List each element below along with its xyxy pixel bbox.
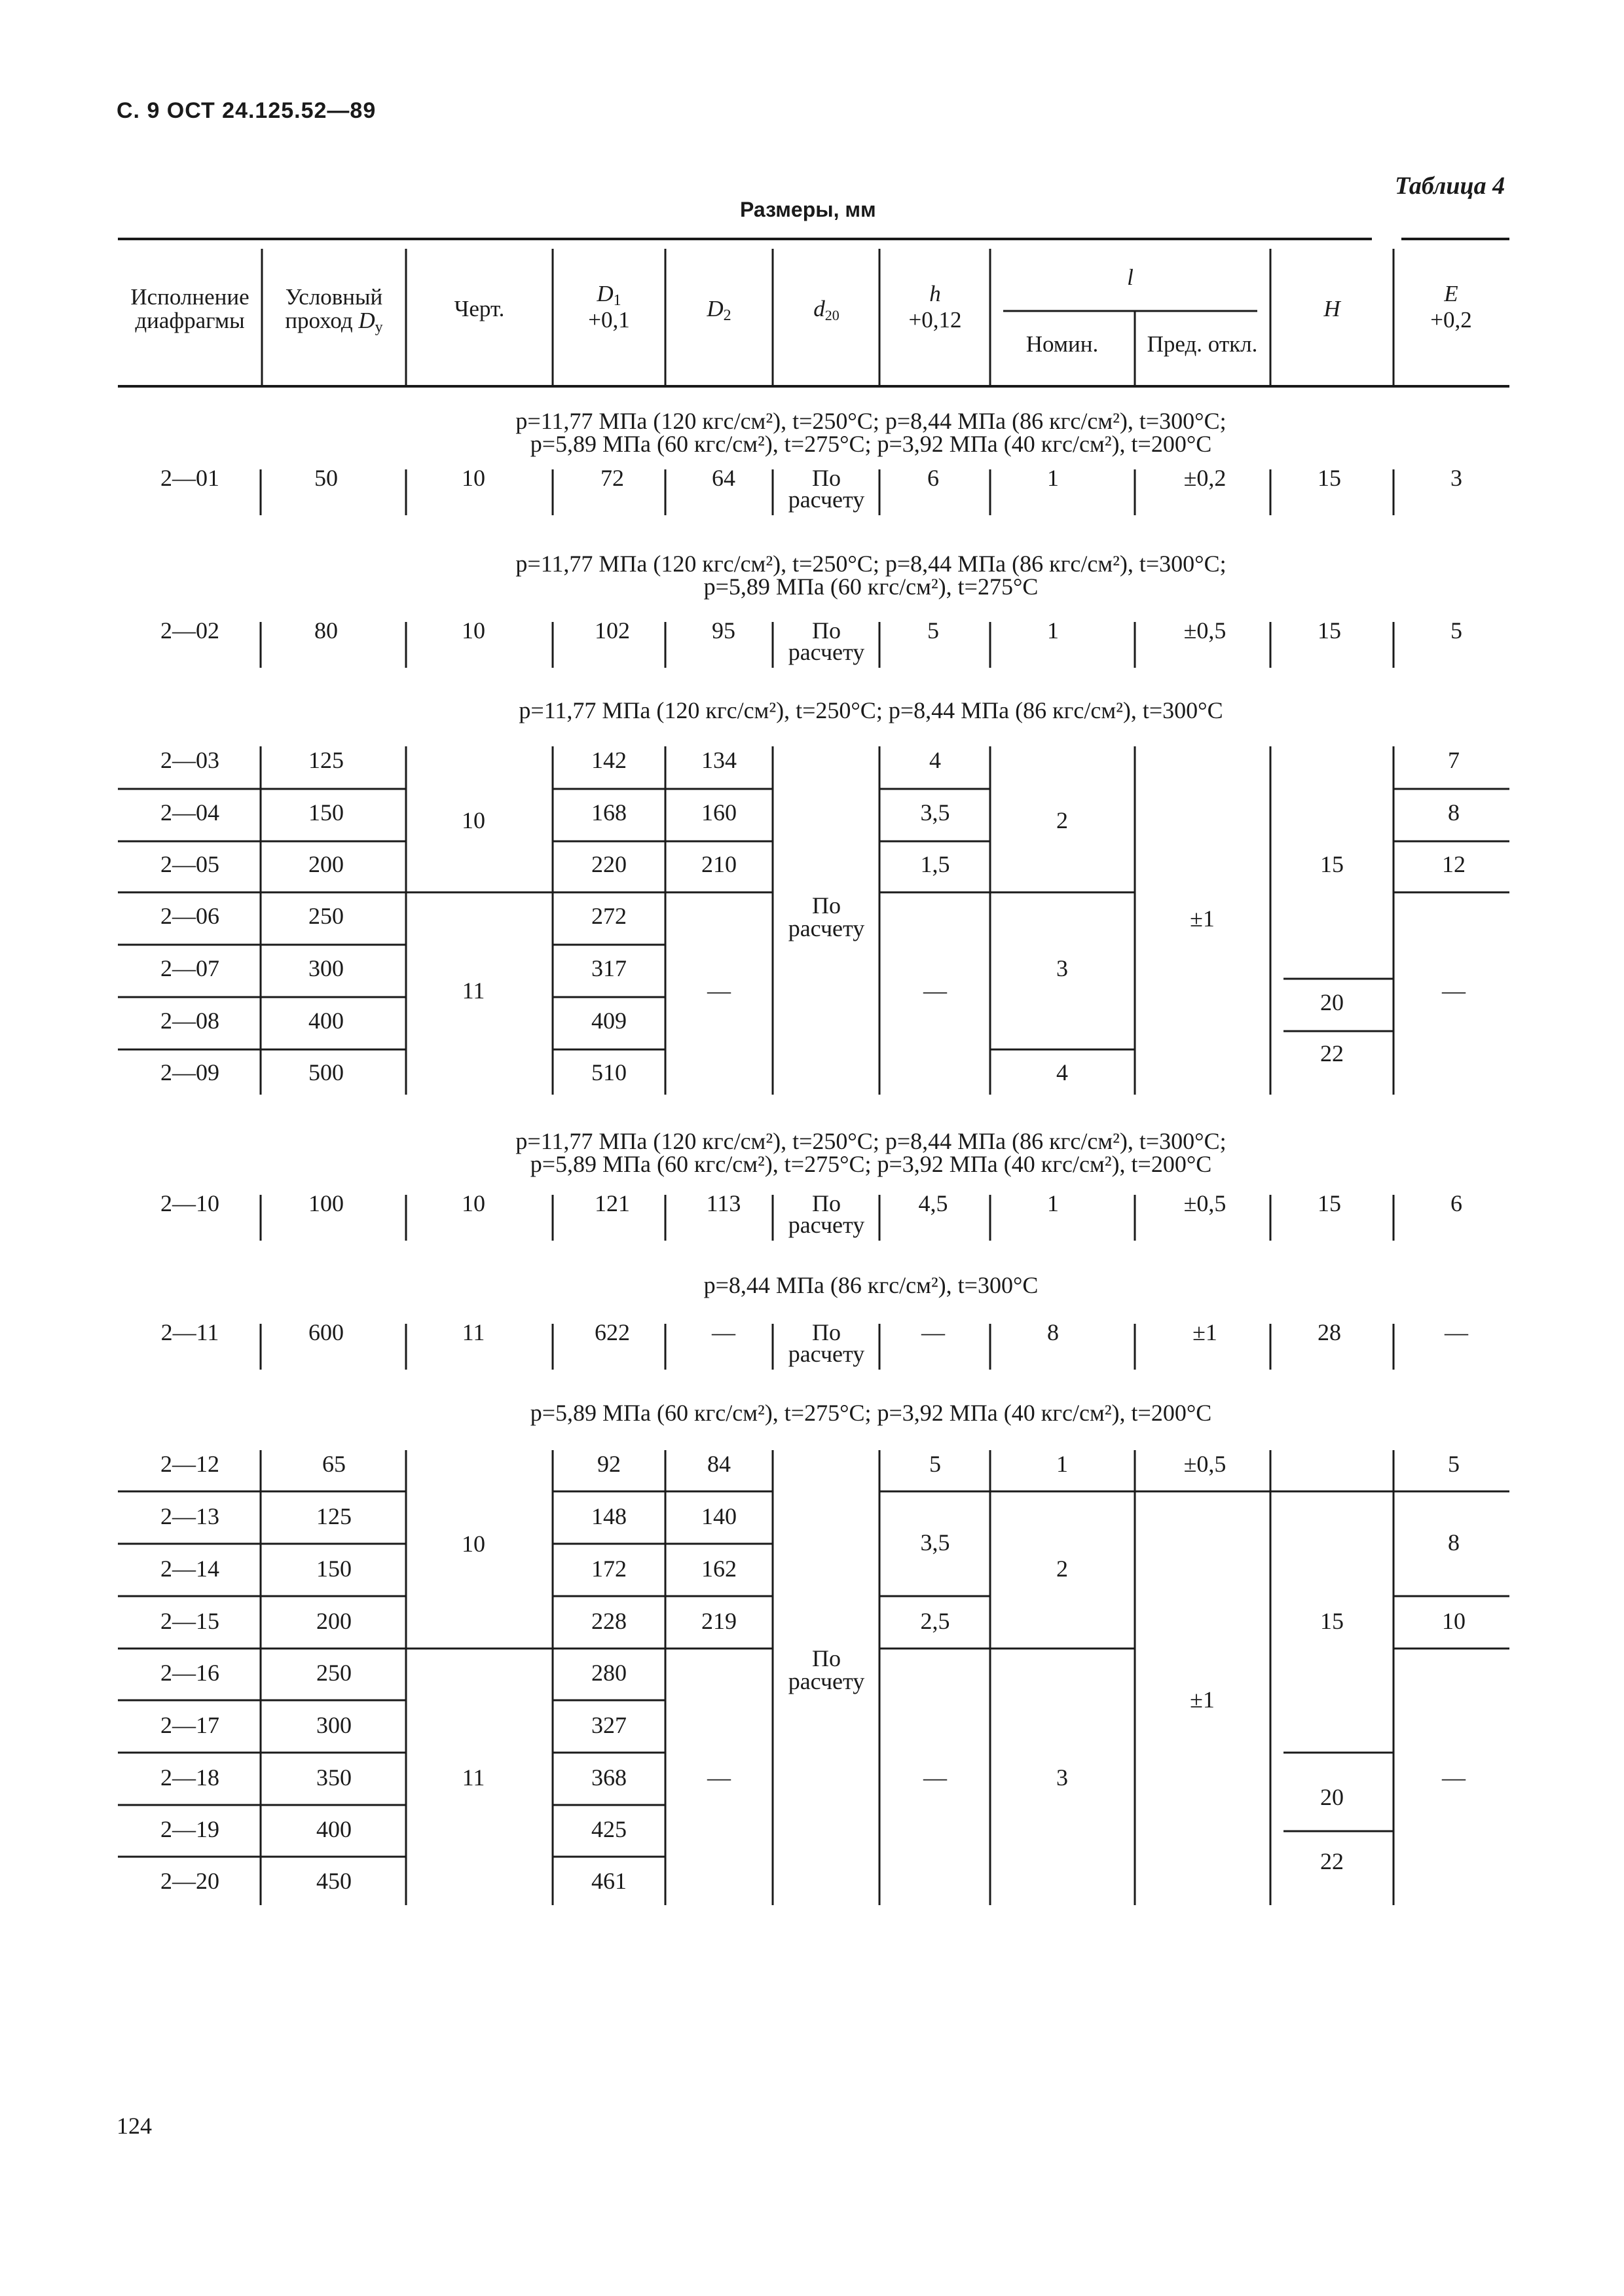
cell-l-nom: 2 (1056, 1556, 1068, 1582)
cell-l-pred: ±1 (1190, 1686, 1215, 1713)
cell-isp: 2—11 (160, 1319, 219, 1345)
cell-h: — (923, 1764, 947, 1791)
col-header-l: l (1127, 264, 1134, 290)
document-header: С. 9 ОСТ 24.125.52—89 (117, 98, 377, 123)
cell-dy: 80 (314, 617, 338, 644)
cell-isp-2-12: 2—12 (160, 1451, 219, 1477)
condition-6 (530, 1400, 1212, 1426)
cell-d20-1: По (812, 1645, 841, 1671)
cell-l-nom: 1 (1056, 1451, 1068, 1477)
cell-d1: 228 (591, 1608, 627, 1634)
d2-var: D (707, 296, 724, 321)
cell-d2: 95 (712, 617, 735, 644)
cell-d1: 425 (591, 1816, 627, 1842)
cell-d2: 162 (701, 1556, 737, 1582)
condition-5 (704, 1272, 1039, 1298)
cell-chert: 10 (462, 1531, 485, 1557)
cell-l-nom: 1 (1047, 1190, 1059, 1216)
cell-dy: 350 (316, 1764, 352, 1791)
cell-d20-2: расчету (788, 915, 865, 941)
cell-isp-2-20: 2—20 (160, 1868, 219, 1894)
cell-d20-1: По (812, 617, 841, 644)
cell-l-pred: ±0,5 (1183, 1190, 1227, 1216)
d1-var: D (597, 281, 614, 306)
cell-isp-2-13: 2—13 (160, 1503, 219, 1529)
cell-h: 2,5 (920, 1608, 950, 1634)
cell-isp-2-18: 2—18 (160, 1764, 219, 1791)
cell-isp: 2—10 (160, 1190, 219, 1216)
cell-h: — (921, 1319, 945, 1345)
cell-isp-2-06: 2—06 (160, 903, 219, 929)
cell-d1: 409 (591, 1008, 627, 1034)
cell-isp-2-19: 2—19 (160, 1816, 219, 1842)
cell-d2: 160 (701, 799, 737, 826)
cell-H: 22 (1320, 1040, 1344, 1066)
cell-d2: 219 (701, 1608, 737, 1634)
cell-H: 20 (1320, 989, 1344, 1015)
cell-E: 12 (1442, 851, 1466, 877)
cell-dy: 100 (308, 1190, 344, 1216)
cell-d1: 92 (597, 1451, 621, 1477)
uslovny-word: проход (285, 308, 359, 333)
d20-sub: 20 (824, 307, 840, 323)
cell-E: 5 (1450, 617, 1462, 644)
cell-l-nom: 1 (1047, 617, 1059, 644)
cell-h: — (923, 977, 947, 1004)
col-header-h: h (929, 281, 941, 306)
condition-3-line-1: p=11,77 МПа (120 кгс/см²), t=250°C; p=8,44 МПа (86 кгс/см²), t=300°C (519, 697, 1223, 723)
cell-d2: — (712, 1319, 735, 1345)
cell-H: 15 (1318, 465, 1341, 491)
cell-dy: 400 (308, 1008, 344, 1034)
cell-E: 8 (1448, 799, 1460, 826)
cell-d1: 102 (595, 617, 630, 644)
cell-E: 7 (1448, 747, 1460, 773)
cell-E: 8 (1448, 1529, 1460, 1556)
cell-l-pred: ±0,5 (1183, 1451, 1227, 1477)
cell-H: 15 (1320, 851, 1344, 877)
col-header-H: H (1323, 296, 1340, 321)
cell-isp-2-05: 2—05 (160, 851, 219, 877)
col-header-h-tol: +0,12 (908, 307, 962, 333)
cell-isp-2-17: 2—17 (160, 1712, 219, 1738)
d2-sub: 2 (723, 307, 731, 324)
cell-l-nom: 4 (1056, 1059, 1068, 1085)
cell-E: — (1442, 1764, 1466, 1791)
dimensions-table (118, 239, 1509, 1928)
cell-chert: 10 (462, 465, 485, 491)
cell-d2: 210 (701, 851, 737, 877)
cell-d20-2: расчету (788, 1341, 865, 1367)
col-header-d2 (706, 296, 731, 324)
cell-isp-2-14: 2—14 (160, 1556, 219, 1582)
cell-chert: 10 (462, 617, 485, 644)
cell-dy: 50 (314, 465, 338, 491)
col-header-E-tol: +0,2 (1430, 307, 1472, 333)
cell-d2: — (707, 1764, 731, 1791)
cell-dy: 250 (316, 1660, 352, 1686)
cell-d2: 84 (707, 1451, 731, 1477)
cell-d1: 168 (591, 799, 627, 826)
cell-E: 3 (1450, 465, 1462, 491)
cell-l-nom: 3 (1056, 1764, 1068, 1791)
cell-dy: 300 (316, 1712, 352, 1738)
col-header-uslovny-2 (285, 308, 382, 336)
cell-dy: 600 (308, 1319, 344, 1345)
cell-isp-2-16: 2—16 (160, 1660, 219, 1686)
cell-isp-2-09: 2—09 (160, 1059, 219, 1085)
cell-E: — (1442, 977, 1466, 1004)
cell-h: 5 (929, 1451, 941, 1477)
col-header-d1 (596, 281, 621, 309)
cell-d20-1: По (812, 1190, 841, 1216)
cell-isp: 2—01 (160, 465, 219, 491)
condition-2 (515, 551, 1226, 600)
cell-dy: 200 (316, 1608, 352, 1634)
cell-dy: 125 (316, 1503, 352, 1529)
cell-d2: 113 (706, 1190, 741, 1216)
cell-isp-2-04: 2—04 (160, 799, 219, 826)
cell-dy: 150 (308, 799, 344, 826)
cell-H: 22 (1320, 1848, 1344, 1874)
table-number: Таблица 4 (1395, 172, 1505, 200)
col-header-uslovny-1: Условный (285, 284, 383, 310)
cell-dy: 450 (316, 1868, 352, 1894)
table-row-2-11 (161, 1319, 1469, 1367)
cell-d20-1: По (812, 892, 841, 919)
cell-E: 5 (1448, 1451, 1460, 1477)
cell-d20-1: По (812, 1319, 841, 1345)
col-header-ispolnenie-2: диафрагмы (135, 308, 245, 333)
cell-h: 4 (929, 747, 941, 773)
cell-l-nom: 1 (1047, 465, 1059, 491)
uslovny-var: D (358, 308, 375, 333)
cell-chert: 10 (462, 1190, 485, 1216)
cell-d1: 142 (591, 747, 627, 773)
col-header-d1-tol: +0,1 (588, 307, 630, 333)
col-header-l-pred: Пред. откл. (1147, 331, 1258, 357)
cell-l-pred: ±1 (1190, 905, 1215, 932)
cell-d1: 510 (591, 1059, 627, 1085)
cell-d2: 140 (701, 1503, 737, 1529)
page-number: 124 (117, 2113, 152, 2139)
cell-dy: 125 (308, 747, 344, 773)
cell-isp-2-03: 2—03 (160, 747, 219, 773)
cell-dy: 150 (316, 1556, 352, 1582)
cell-h: 4,5 (918, 1190, 948, 1216)
cell-d20-1: По (812, 465, 841, 491)
cell-h: 3,5 (920, 799, 950, 826)
d1-sub: 1 (613, 292, 621, 309)
cell-chert: 11 (462, 1764, 485, 1791)
cell-E: 10 (1442, 1608, 1466, 1634)
condition-3 (519, 697, 1223, 723)
cell-d1: 280 (591, 1660, 627, 1686)
uslovny-sub: у (375, 319, 383, 336)
cell-h: 1,5 (920, 851, 950, 877)
cell-isp-2-15: 2—15 (160, 1608, 219, 1634)
cell-l-pred: ±0,5 (1183, 617, 1227, 644)
cell-d1: 148 (591, 1503, 627, 1529)
cell-dy: 400 (316, 1816, 352, 1842)
cell-isp: 2—02 (160, 617, 219, 644)
cell-d20-2: расчету (788, 1668, 865, 1694)
col-header-l-nom: Номин. (1025, 331, 1099, 357)
cell-d2: 64 (712, 465, 735, 491)
cell-H: 28 (1318, 1319, 1341, 1345)
condition-1 (515, 408, 1226, 457)
condition-2-line-2: p=5,89 МПа (60 кгс/см²), t=275°C (703, 574, 1039, 600)
cell-l-nom: 8 (1047, 1319, 1059, 1345)
cell-d1: 121 (595, 1190, 630, 1216)
condition-4 (515, 1128, 1226, 1177)
condition-5-line-1: p=8,44 МПа (86 кгс/см²), t=300°C (703, 1272, 1039, 1298)
cell-d1: 220 (591, 851, 627, 877)
col-header-E: E (1444, 281, 1458, 306)
cell-chert: 10 (462, 807, 485, 833)
cell-H: 15 (1318, 617, 1341, 644)
cell-d2: — (707, 977, 731, 1004)
cell-l-pred: ±0,2 (1183, 465, 1227, 491)
cell-dy: 200 (308, 851, 344, 877)
cell-h: 5 (927, 617, 939, 644)
cell-dy: 500 (308, 1059, 344, 1085)
cell-d1: 72 (600, 465, 624, 491)
cell-isp-2-07: 2—07 (160, 955, 219, 981)
cell-d20-2: расчету (788, 1212, 865, 1238)
cell-H: 15 (1320, 1608, 1344, 1634)
table-row-2-02 (160, 617, 1462, 665)
cell-H: 15 (1318, 1190, 1341, 1216)
condition-6-line-1: p=5,89 МПа (60 кгс/см²), t=275°C; p=3,92 МПа (40 кгс/см²), t=200°C (530, 1400, 1212, 1426)
cell-H: 20 (1320, 1784, 1344, 1810)
cell-d2: 134 (701, 747, 737, 773)
condition-4-line-2: p=5,89 МПа (60 кгс/см²), t=275°C; p=3,92 МПа (40 кгс/см²), t=200°C (530, 1151, 1212, 1177)
cell-d1: 622 (595, 1319, 630, 1345)
cell-l-nom: 2 (1056, 807, 1068, 833)
cell-d1: 172 (591, 1556, 627, 1582)
cell-d1: 327 (591, 1712, 627, 1738)
cell-dy: 300 (308, 955, 344, 981)
cell-d20-2: расчету (788, 639, 865, 665)
d20-var: d (813, 296, 825, 321)
cell-d20-2: расчету (788, 486, 865, 513)
condition-1-line-2: p=5,89 МПа (60 кгс/см²), t=275°C; p=3,92 МПа (40 кгс/см²), t=200°C (530, 431, 1212, 457)
condition-4-line-1: p=11,77 МПа (120 кгс/см²), t=250°C; p=8,44 МПа (86 кгс/см²), t=300°C; (515, 1128, 1227, 1154)
cell-d1: 272 (591, 903, 627, 929)
col-header-d20 (813, 296, 840, 323)
cell-chert: 11 (462, 1319, 485, 1345)
cell-l-nom: 3 (1056, 955, 1068, 981)
col-header-chert: Черт. (454, 296, 505, 321)
cell-E: 6 (1450, 1190, 1462, 1216)
cell-d1: 368 (591, 1764, 627, 1791)
cell-d1: 461 (591, 1868, 627, 1894)
col-header-ispolnenie-1: Исполнение (130, 284, 249, 310)
cell-h: 6 (927, 465, 939, 491)
cell-E: — (1445, 1319, 1468, 1345)
table-row-2-10 (160, 1190, 1462, 1238)
cell-dy: 250 (308, 903, 344, 929)
cell-isp-2-08: 2—08 (160, 1008, 219, 1034)
units-caption: Размеры, мм (740, 198, 876, 221)
cell-h: 3,5 (920, 1529, 950, 1556)
cell-chert: 11 (462, 977, 485, 1004)
condition-1-line-1: p=11,77 МПа (120 кгс/см²), t=250°C; p=8,44 МПа (86 кгс/см²), t=300°C; (515, 408, 1227, 434)
cell-d1: 317 (591, 955, 627, 981)
table-row-2-01 (160, 465, 1462, 513)
cell-l-pred: ±1 (1192, 1319, 1217, 1345)
condition-2-line-1: p=11,77 МПа (120 кгс/см²), t=250°C; p=8,44 МПа (86 кгс/см²), t=300°C; (515, 551, 1227, 577)
cell-dy: 65 (322, 1451, 346, 1477)
